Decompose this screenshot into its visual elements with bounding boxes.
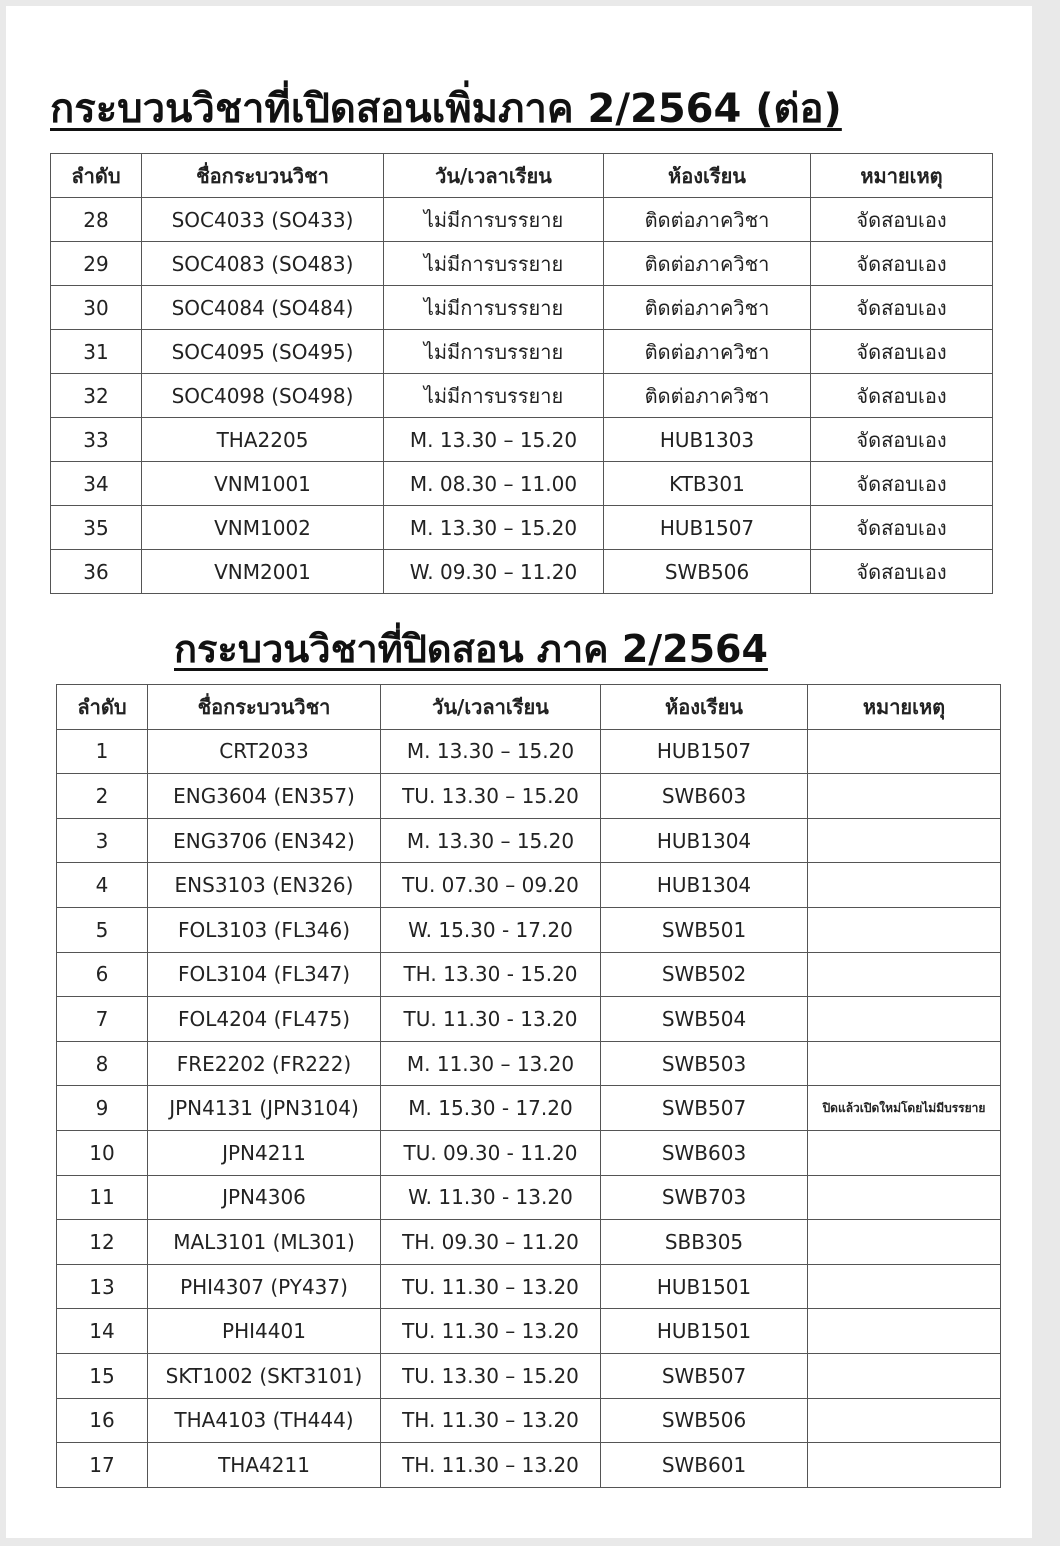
table-row [57,997,1001,1042]
table-row [51,418,993,462]
cell-room: ติดต่อภาควิชา [604,198,811,242]
cell-order: 31 [51,330,142,374]
cell-course-name: SOC4033 (SO433) [142,198,384,242]
cell-room: HUB1303 [604,418,811,462]
cell-remark: จัดสอบเอง [811,550,993,594]
cell-room: SWB506 [601,1398,808,1443]
cell-course-name: FRE2202 (FR222) [148,1041,381,1086]
cell-schedule: TH. 11.30 – 13.20 [381,1398,601,1443]
cell-order: 5 [57,907,148,952]
cell-order: 34 [51,462,142,506]
cell-course-name: MAL3101 (ML301) [148,1220,381,1265]
cell-course-name: SKT1002 (SKT3101) [148,1353,381,1398]
table-row [57,1130,1001,1175]
cell-schedule: TU. 07.30 – 09.20 [381,863,601,908]
added-courses-body [51,198,993,594]
cell-schedule: M. 13.30 – 15.20 [384,506,604,550]
cell-schedule: W. 15.30 - 17.20 [381,907,601,952]
cell-schedule: M. 08.30 – 11.00 [384,462,604,506]
cell-schedule: M. 15.30 - 17.20 [381,1086,601,1131]
cell-order: 16 [57,1398,148,1443]
cell-remark: จัดสอบเอง [811,374,993,418]
cell-order: 1 [57,729,148,774]
cell-remark [808,1443,1001,1488]
cell-course-name: JPN4211 [148,1130,381,1175]
cell-remark: จัดสอบเอง [811,506,993,550]
cell-course-name: FOL3103 (FL346) [148,907,381,952]
cell-schedule: ไม่มีการบรรยาย [384,286,604,330]
cell-order: 6 [57,952,148,997]
cell-course-name: ENG3706 (EN342) [148,818,381,863]
table-row [51,550,993,594]
cell-course-name: VNM1001 [142,462,384,506]
cell-remark [808,729,1001,774]
cell-schedule: ไม่มีการบรรยาย [384,198,604,242]
cell-course-name: ENS3103 (EN326) [148,863,381,908]
cell-room: ติดต่อภาควิชา [604,286,811,330]
cell-schedule: TH. 13.30 - 15.20 [381,952,601,997]
cell-room: HUB1304 [601,863,808,908]
table-row [51,462,993,506]
table-header-row [57,685,1001,730]
cell-schedule: M. 13.30 – 15.20 [384,418,604,462]
document-page [6,6,1032,1538]
table-row [57,1220,1001,1265]
table-row [57,1309,1001,1354]
cell-room: SWB601 [601,1443,808,1488]
cell-order: 17 [57,1443,148,1488]
header-remark: หมายเหตุ [811,154,993,198]
cell-room: SWB703 [601,1175,808,1220]
cell-remark [808,907,1001,952]
cell-course-name: JPN4131 (JPN3104) [148,1086,381,1131]
cell-room: HUB1501 [601,1309,808,1354]
cell-schedule: ไม่มีการบรรยาย [384,242,604,286]
cell-schedule: M. 13.30 – 15.20 [381,729,601,774]
cell-room: SWB504 [601,997,808,1042]
cell-order: 36 [51,550,142,594]
cell-schedule: TU. 13.30 – 15.20 [381,774,601,819]
cell-course-name: THA2205 [142,418,384,462]
cell-room: SWB506 [604,550,811,594]
table-row [57,729,1001,774]
table-row [57,1041,1001,1086]
table-row [57,1398,1001,1443]
header-room: ห้องเรียน [601,685,808,730]
cell-remark: จัดสอบเอง [811,418,993,462]
cell-order: 14 [57,1309,148,1354]
cell-remark [808,1220,1001,1265]
cell-remark: จัดสอบเอง [811,198,993,242]
cell-schedule: TH. 09.30 – 11.20 [381,1220,601,1265]
table-row [57,1353,1001,1398]
table-header-row [51,154,993,198]
cell-room: SWB507 [601,1086,808,1131]
cell-course-name: CRT2033 [148,729,381,774]
cell-room: SBB305 [601,1220,808,1265]
table-row [57,1175,1001,1220]
cell-schedule: M. 11.30 – 13.20 [381,1041,601,1086]
cell-remark [808,952,1001,997]
cell-order: 33 [51,418,142,462]
cell-schedule: W. 11.30 - 13.20 [381,1175,601,1220]
table-row [57,863,1001,908]
cell-order: 29 [51,242,142,286]
cell-remark [808,1353,1001,1398]
header-schedule: วัน/เวลาเรียน [381,685,601,730]
cell-room: SWB603 [601,774,808,819]
table-row [57,1264,1001,1309]
cell-course-name: JPN4306 [148,1175,381,1220]
cell-order: 8 [57,1041,148,1086]
cell-order: 35 [51,506,142,550]
cell-course-name: THA4211 [148,1443,381,1488]
cell-schedule: TU. 11.30 – 13.20 [381,1309,601,1354]
cell-remark [808,818,1001,863]
cell-remark: ปิดแล้วเปิดใหม่โดยไม่มีบรรยาย [808,1086,1001,1131]
cell-remark [808,1175,1001,1220]
cell-course-name: SOC4095 (SO495) [142,330,384,374]
cell-order: 13 [57,1264,148,1309]
table-row [51,330,993,374]
cell-room: SWB501 [601,907,808,952]
cell-order: 3 [57,818,148,863]
table-row [57,1086,1001,1131]
table-row [57,774,1001,819]
cell-room: SWB502 [601,952,808,997]
header-order: ลำดับ [51,154,142,198]
closed-courses-body [57,729,1001,1487]
cell-course-name: VNM1002 [142,506,384,550]
cell-course-name: SOC4098 (SO498) [142,374,384,418]
cell-schedule: TU. 09.30 - 11.20 [381,1130,601,1175]
cell-remark [808,774,1001,819]
cell-room: HUB1304 [601,818,808,863]
header-course-name: ชื่อกระบวนวิชา [148,685,381,730]
added-courses-table [50,153,993,594]
cell-order: 30 [51,286,142,330]
cell-room: SWB503 [601,1041,808,1086]
cell-order: 2 [57,774,148,819]
cell-remark [808,1130,1001,1175]
table-row [57,1443,1001,1488]
added-courses-title: กระบวนวิชาที่เปิดสอนเพิ่มภาค 2/2564 (ต่อ) [50,86,842,132]
cell-order: 32 [51,374,142,418]
cell-schedule: M. 13.30 – 15.20 [381,818,601,863]
cell-room: HUB1507 [604,506,811,550]
closed-courses-table [56,684,1001,1488]
cell-course-name: PHI4401 [148,1309,381,1354]
table-row [57,907,1001,952]
cell-remark [808,1264,1001,1309]
cell-remark [808,1041,1001,1086]
cell-order: 12 [57,1220,148,1265]
cell-room: HUB1507 [601,729,808,774]
cell-room: KTB301 [604,462,811,506]
cell-schedule: TU. 13.30 – 15.20 [381,1353,601,1398]
cell-order: 15 [57,1353,148,1398]
cell-remark [808,1309,1001,1354]
cell-order: 10 [57,1130,148,1175]
cell-order: 7 [57,997,148,1042]
header-room: ห้องเรียน [604,154,811,198]
cell-course-name: PHI4307 (PY437) [148,1264,381,1309]
cell-schedule: TU. 11.30 - 13.20 [381,997,601,1042]
cell-course-name: ENG3604 (EN357) [148,774,381,819]
header-order: ลำดับ [57,685,148,730]
table-row [51,374,993,418]
cell-room: SWB603 [601,1130,808,1175]
cell-schedule: ไม่มีการบรรยาย [384,330,604,374]
cell-schedule: W. 09.30 – 11.20 [384,550,604,594]
table-row [51,286,993,330]
cell-remark: จัดสอบเอง [811,462,993,506]
cell-schedule: TU. 11.30 – 13.20 [381,1264,601,1309]
cell-remark: จัดสอบเอง [811,242,993,286]
header-schedule: วัน/เวลาเรียน [384,154,604,198]
cell-course-name: FOL3104 (FL347) [148,952,381,997]
cell-course-name: THA4103 (TH444) [148,1398,381,1443]
cell-schedule: TH. 11.30 – 13.20 [381,1443,601,1488]
table-row [51,242,993,286]
table-row [57,952,1001,997]
cell-schedule: ไม่มีการบรรยาย [384,374,604,418]
cell-order: 11 [57,1175,148,1220]
cell-remark: จัดสอบเอง [811,286,993,330]
table-row [51,506,993,550]
header-remark: หมายเหตุ [808,685,1001,730]
cell-order: 4 [57,863,148,908]
cell-remark [808,863,1001,908]
header-course-name: ชื่อกระบวนวิชา [142,154,384,198]
cell-course-name: SOC4084 (SO484) [142,286,384,330]
cell-room: ติดต่อภาควิชา [604,374,811,418]
cell-room: ติดต่อภาควิชา [604,242,811,286]
cell-order: 28 [51,198,142,242]
cell-remark: จัดสอบเอง [811,330,993,374]
cell-course-name: VNM2001 [142,550,384,594]
cell-order: 9 [57,1086,148,1131]
cell-room: SWB507 [601,1353,808,1398]
closed-courses-title: กระบวนวิชาที่ปิดสอน ภาค 2/2564 [174,627,768,671]
cell-room: HUB1501 [601,1264,808,1309]
table-row [51,198,993,242]
cell-course-name: SOC4083 (SO483) [142,242,384,286]
cell-course-name: FOL4204 (FL475) [148,997,381,1042]
cell-remark [808,1398,1001,1443]
table-row [57,818,1001,863]
cell-remark [808,997,1001,1042]
cell-room: ติดต่อภาควิชา [604,330,811,374]
